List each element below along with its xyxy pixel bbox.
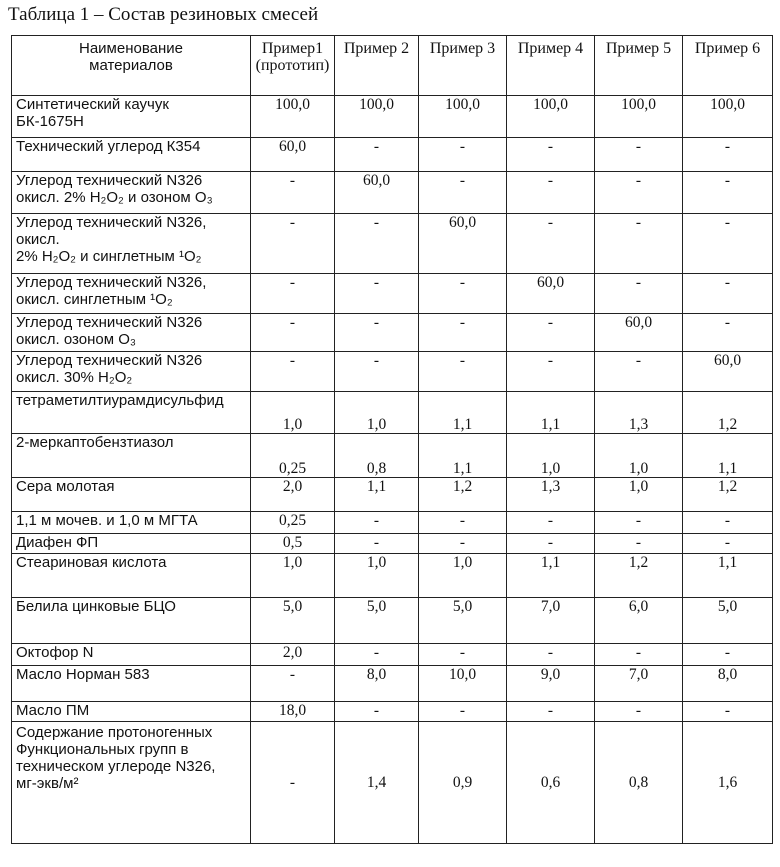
material-name-line: 2-меркаптобензтиазол [16,434,174,451]
value-cell-example-6: 1,1 [683,434,773,478]
table-row [12,214,773,274]
material-name-line: окисл. 2% H₂O₂ и озоном O₃ [16,189,213,206]
header-example-2: Пример 2 [335,36,419,96]
value-cell-example-5: - [595,274,683,314]
value-cell-example-6: 1,2 [683,392,773,434]
value-cell-example-2: 5,0 [335,598,419,644]
value-cell-example-2: - [335,644,419,666]
material-name-line: БК-1675Н [16,113,84,130]
value-cell-example-2: - [335,352,419,392]
value-cell-example-1: 1,0 [251,554,335,598]
table-row [12,666,773,702]
value-cell-example-6: 1,6 [683,722,773,844]
material-name-line: Углерод технический N326, [16,214,207,231]
material-name-line: мг-экв/м² [16,775,79,792]
value-cell-example-6: 100,0 [683,96,773,138]
value-cell-example-5: 6,0 [595,598,683,644]
value-cell-example-3: 1,2 [419,478,507,512]
value-cell-example-4: 100,0 [507,96,595,138]
value-cell-example-2: - [335,214,419,274]
table-row [12,352,773,392]
value-cell-example-4: - [507,172,595,214]
value-cell-example-5: 100,0 [595,96,683,138]
value-cell-example-4: 1,1 [507,554,595,598]
value-cell-example-1: 0,25 [251,434,335,478]
material-name [12,138,251,172]
material-name-line: Углерод технический N326 [16,352,203,369]
value-cell-example-5: - [595,214,683,274]
value-cell-example-2: - [335,534,419,554]
value-cell-example-6: - [683,172,773,214]
value-cell-example-6: 8,0 [683,666,773,702]
value-cell-example-3: - [419,274,507,314]
header-example-6: Пример 6 [683,36,773,96]
material-name-line: Белила цинковые БЦО [16,598,176,615]
value-cell-example-2: 1,4 [335,722,419,844]
value-cell-example-3: - [419,172,507,214]
material-name-line: Углерод технический N326 [16,314,203,331]
material-name-line: Стеариновая кислота [16,554,167,571]
material-name-line: Масло ПМ [16,702,90,719]
value-cell-example-4: - [507,214,595,274]
table-row [12,598,773,644]
material-name-line: Масло Норман 583 [16,666,150,683]
value-cell-example-6: - [683,214,773,274]
value-cell-example-4: 1,1 [507,392,595,434]
value-cell-example-4: - [507,512,595,534]
value-cell-example-5: 1,0 [595,434,683,478]
value-cell-example-4: - [507,314,595,352]
material-name-line: Диафен ФП [16,534,99,551]
material-name [12,702,251,722]
value-cell-example-1: 0,25 [251,512,335,534]
value-cell-example-2: - [335,702,419,722]
value-cell-example-2: - [335,274,419,314]
value-cell-example-5: 60,0 [595,314,683,352]
table-row [12,702,773,722]
material-name-line: Углерод технический N326 [16,172,203,189]
value-cell-example-1: 60,0 [251,138,335,172]
value-cell-example-2: 1,1 [335,478,419,512]
material-name-line: Сера молотая [16,478,115,495]
value-cell-example-2: - [335,138,419,172]
value-cell-example-1: 18,0 [251,702,335,722]
value-cell-example-6: - [683,274,773,314]
table-row [12,392,773,434]
material-name-line: 1,1 м мочев. и 1,0 м МГТА [16,512,198,529]
material-name [12,214,251,274]
value-cell-example-3: - [419,644,507,666]
value-cell-example-3: 1,0 [419,554,507,598]
value-cell-example-1: 5,0 [251,598,335,644]
header-example-5: Пример 5 [595,36,683,96]
value-cell-example-1: 1,0 [251,392,335,434]
value-cell-example-3: - [419,314,507,352]
table-row [12,172,773,214]
value-cell-example-1: 2,0 [251,478,335,512]
material-name-line: окисл. синглетным ¹O₂ [16,291,173,308]
table-caption: Таблица 1 – Состав резиновых смесей [8,4,319,25]
value-cell-example-4: 9,0 [507,666,595,702]
material-name-line: окисл. озоном O₃ [16,331,136,348]
material-name [12,96,251,138]
material-name [12,598,251,644]
value-cell-example-5: 1,2 [595,554,683,598]
material-name [12,666,251,702]
value-cell-example-4: 60,0 [507,274,595,314]
value-cell-example-5: - [595,512,683,534]
material-name-line: Технический углерод К354 [16,138,201,155]
table-row [12,434,773,478]
material-name-line: окисл. [16,231,60,248]
table-row [12,722,773,844]
value-cell-example-5: 1,3 [595,392,683,434]
value-cell-example-1: - [251,274,335,314]
value-cell-example-2: - [335,512,419,534]
header-example-4: Пример 4 [507,36,595,96]
value-cell-example-2: 1,0 [335,392,419,434]
table-row [12,274,773,314]
value-cell-example-5: - [595,352,683,392]
value-cell-example-4: 7,0 [507,598,595,644]
material-name [12,512,251,534]
material-name-line: окисл. 30% H₂O₂ [16,369,133,386]
material-name [12,434,251,478]
value-cell-example-4: - [507,534,595,554]
value-cell-example-3: 1,1 [419,434,507,478]
value-cell-example-4: 1,3 [507,478,595,512]
value-cell-example-5: - [595,702,683,722]
value-cell-example-4: - [507,702,595,722]
material-name [12,274,251,314]
value-cell-example-5: - [595,534,683,554]
value-cell-example-1: - [251,172,335,214]
material-name-line: тетраметилтиурамдисульфид [16,392,224,409]
table-row [12,478,773,512]
value-cell-example-6: - [683,644,773,666]
value-cell-example-1: - [251,314,335,352]
value-cell-example-6: - [683,314,773,352]
value-cell-example-2: 60,0 [335,172,419,214]
value-cell-example-5: - [595,138,683,172]
value-cell-example-5: 7,0 [595,666,683,702]
value-cell-example-1: 0,5 [251,534,335,554]
header-materials: Наименование материалов [12,36,251,96]
value-cell-example-4: - [507,352,595,392]
value-cell-example-3: 100,0 [419,96,507,138]
table-row [12,138,773,172]
value-cell-example-3: - [419,534,507,554]
material-name-line: Синтетический каучук [16,96,169,113]
value-cell-example-3: - [419,702,507,722]
material-name [12,314,251,352]
value-cell-example-6: 60,0 [683,352,773,392]
value-cell-example-1: 2,0 [251,644,335,666]
value-cell-example-3: 10,0 [419,666,507,702]
value-cell-example-3: 5,0 [419,598,507,644]
material-name-line: Функциональных групп в [16,741,189,758]
material-name [12,534,251,554]
material-name [12,172,251,214]
value-cell-example-6: - [683,534,773,554]
table-row [12,96,773,138]
value-cell-example-1: 100,0 [251,96,335,138]
value-cell-example-3: - [419,138,507,172]
table-body [12,96,773,844]
material-name-line: 2% H₂O₂ и синглетным ¹O₂ [16,248,202,265]
value-cell-example-6: - [683,138,773,172]
value-cell-example-2: 8,0 [335,666,419,702]
composition-table [11,35,773,844]
value-cell-example-2: 1,0 [335,554,419,598]
value-cell-example-1: - [251,214,335,274]
value-cell-example-3: 1,1 [419,392,507,434]
header-example-1: Пример1 (прототип) [251,36,335,96]
value-cell-example-6: - [683,512,773,534]
value-cell-example-1: - [251,666,335,702]
value-cell-example-5: 0,8 [595,722,683,844]
value-cell-example-4: - [507,644,595,666]
value-cell-example-3: - [419,352,507,392]
value-cell-example-4: 1,0 [507,434,595,478]
value-cell-example-2: 0,8 [335,434,419,478]
table-row [12,512,773,534]
material-name [12,722,251,844]
value-cell-example-2: - [335,314,419,352]
material-name [12,478,251,512]
value-cell-example-5: - [595,644,683,666]
table-row [12,314,773,352]
header-example-3: Пример 3 [419,36,507,96]
value-cell-example-6: - [683,702,773,722]
value-cell-example-3: 0,9 [419,722,507,844]
material-name [12,554,251,598]
value-cell-example-3: - [419,512,507,534]
value-cell-example-1: - [251,722,335,844]
material-name-line: Содержание протоногенных [16,724,213,741]
material-name-line: техническом углероде N326, [16,758,216,775]
value-cell-example-3: 60,0 [419,214,507,274]
value-cell-example-5: - [595,172,683,214]
value-cell-example-6: 1,1 [683,554,773,598]
value-cell-example-1: - [251,352,335,392]
material-name-line: Октофор N [16,644,94,661]
value-cell-example-6: 1,2 [683,478,773,512]
material-name [12,352,251,392]
value-cell-example-2: 100,0 [335,96,419,138]
material-name-line: Углерод технический N326, [16,274,207,291]
table-row [12,534,773,554]
table-row [12,644,773,666]
value-cell-example-5: 1,0 [595,478,683,512]
header-row [12,36,773,96]
value-cell-example-4: - [507,138,595,172]
value-cell-example-6: 5,0 [683,598,773,644]
value-cell-example-4: 0,6 [507,722,595,844]
table-row [12,554,773,598]
material-name [12,644,251,666]
material-name [12,392,251,434]
